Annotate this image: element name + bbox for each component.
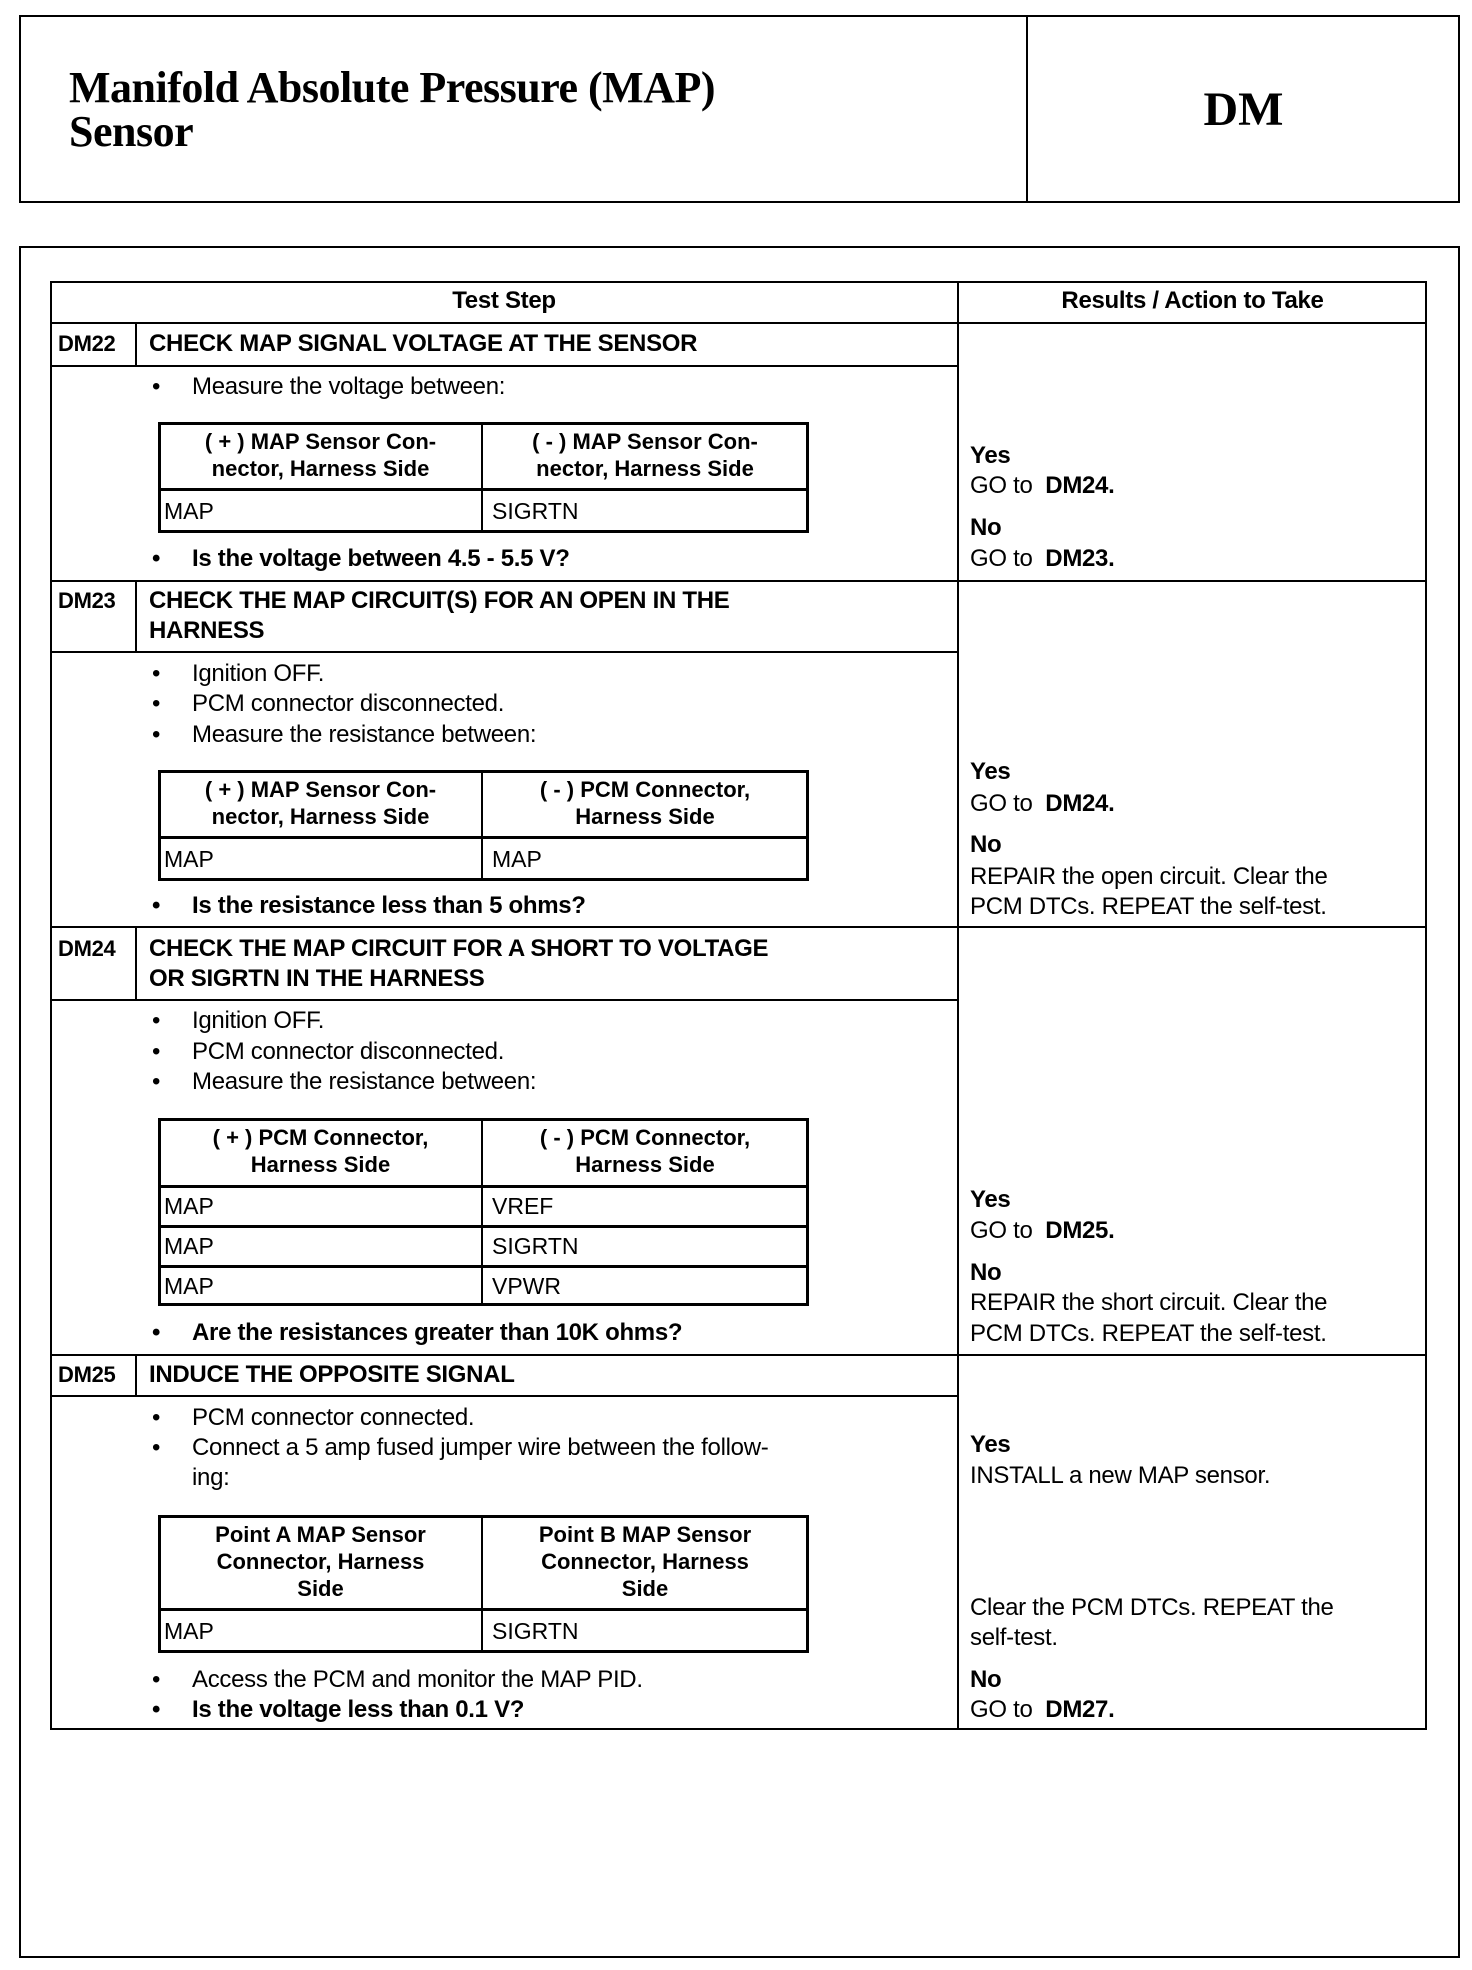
result-note: self-test. <box>970 1624 1058 1651</box>
inner-header-cell <box>160 1124 481 1178</box>
step-title: CHECK THE MAP CIRCUIT(S) FOR AN OPEN IN THE <box>149 587 730 614</box>
page-title-line2: Sensor <box>69 107 194 156</box>
inner-cell: VPWR <box>492 1273 561 1299</box>
step-title: CHECK MAP SIGNAL VOLTAGE AT THE SENSOR <box>149 330 698 357</box>
inner-cell: MAP <box>164 498 214 524</box>
step-title: CHECK THE MAP CIRCUIT FOR A SHORT TO VOLTAGE <box>149 935 769 962</box>
inner-cell: MAP <box>164 1618 214 1644</box>
header-row-divider <box>50 322 1427 324</box>
header-line: Side <box>621 1576 669 1601</box>
step-bullet: • Connect a 5 amp fused jumper wire between the follow- <box>192 1433 768 1463</box>
header-line: Harness Side <box>575 1152 715 1177</box>
result-no: No <box>970 1259 1002 1286</box>
result-no-action: REPAIR the short circuit. Clear the <box>970 1289 1328 1316</box>
header-line: nector, Harness Side <box>211 804 430 829</box>
results-column-divider <box>957 281 959 1730</box>
inner-header-divider <box>158 1608 809 1611</box>
section-divider <box>50 1354 1427 1356</box>
inner-header-divider <box>158 836 809 839</box>
inner-cell: SIGRTN <box>492 498 579 524</box>
step-title: OR SIGRTN IN THE HARNESS <box>149 965 485 992</box>
inner-row-divider <box>158 1265 809 1268</box>
page-title-line1: Manifold Absolute Pressure (MAP) <box>69 63 715 112</box>
step-title: INDUCE THE OPPOSITE SIGNAL <box>149 1361 515 1388</box>
result-no: No <box>970 831 1002 858</box>
step-id-divider <box>135 580 137 651</box>
step-id: DM23 <box>58 588 116 613</box>
header-line: Connector, Harness <box>541 1549 749 1574</box>
section-divider <box>50 926 1427 928</box>
title-row-divider <box>50 999 958 1001</box>
step-question: • Are the resistances greater than 10K ohms? <box>192 1318 682 1348</box>
inner-cell: SIGRTN <box>492 1233 579 1259</box>
column-header-results: Results / Action to Take <box>1061 287 1324 314</box>
title-row-divider <box>50 1395 958 1397</box>
action-text: GO to <box>970 1217 1033 1244</box>
step-id-divider <box>135 1354 137 1395</box>
header-line: ( + ) MAP Sensor Con- <box>204 777 437 802</box>
header-line: ( + ) PCM Connector, <box>212 1125 429 1150</box>
result-yes-action <box>970 789 1114 819</box>
column-header-test-step: Test Step <box>452 287 556 314</box>
result-no: No <box>970 1666 1002 1693</box>
result-no: No <box>970 514 1002 541</box>
action-text: GO to <box>970 472 1033 499</box>
header-line: Point B MAP Sensor <box>538 1522 752 1547</box>
inner-header-cell <box>483 1124 807 1178</box>
inner-cell: MAP <box>164 1193 214 1219</box>
header-line: ( - ) PCM Connector, <box>539 1125 751 1150</box>
step-question: • Is the voltage less than 0.1 V? <box>192 1695 524 1725</box>
action-text: GO to <box>970 1696 1033 1723</box>
inner-cell: SIGRTN <box>492 1618 579 1644</box>
result-no-action: REPAIR the open circuit. Clear the <box>970 863 1328 890</box>
step-id-divider <box>135 323 137 365</box>
step-question: • Is the resistance less than 5 ohms? <box>192 891 586 921</box>
header-line: nector, Harness Side <box>536 456 754 481</box>
result-yes-action <box>970 1216 1114 1246</box>
goto-link[interactable]: DM27. <box>1045 1696 1115 1723</box>
inner-header-cell <box>483 428 807 482</box>
section-code: DM <box>1203 83 1284 136</box>
header-line: nector, Harness Side <box>211 456 430 481</box>
step-bullet: • PCM connector disconnected. <box>192 689 504 719</box>
goto-link[interactable]: DM25. <box>1045 1217 1115 1244</box>
goto-link[interactable]: DM24. <box>1045 790 1115 817</box>
step-bullet: • Access the PCM and monitor the MAP PID. <box>192 1665 643 1695</box>
inner-row-divider <box>158 1225 809 1228</box>
header-line: Side <box>297 1576 344 1601</box>
step-bullet: • Measure the resistance between: <box>192 1067 536 1097</box>
result-yes: Yes <box>970 758 1011 785</box>
step-bullet: • PCM connector connected. <box>192 1403 474 1433</box>
inner-cell: MAP <box>164 846 214 872</box>
action-text: GO to <box>970 545 1033 572</box>
header-line: Point A MAP Sensor <box>215 1522 426 1547</box>
step-bullet: • Measure the voltage between: <box>192 372 505 402</box>
section-divider <box>50 580 1427 582</box>
header-line: Harness Side <box>575 804 715 829</box>
step-id: DM25 <box>58 1362 116 1387</box>
result-no-action <box>970 1695 1114 1725</box>
inner-header-divider <box>158 1185 809 1188</box>
inner-header-divider <box>158 488 809 491</box>
inner-cell: MAP <box>164 1273 214 1299</box>
result-yes: Yes <box>970 442 1011 469</box>
result-yes: Yes <box>970 1186 1011 1213</box>
step-question: • Is the voltage between 4.5 - 5.5 V? <box>192 544 570 574</box>
title-row-divider <box>50 365 958 367</box>
result-yes-action <box>970 471 1114 501</box>
header-line: Connector, Harness <box>216 1549 425 1574</box>
result-no-action: PCM DTCs. REPEAT the self-test. <box>970 1320 1327 1347</box>
step-bullet: • Measure the resistance between: <box>192 720 536 750</box>
header-line: ( + ) MAP Sensor Con- <box>204 429 437 454</box>
goto-link[interactable]: DM24. <box>1045 472 1115 499</box>
action-text: GO to <box>970 790 1033 817</box>
inner-cell: MAP <box>492 846 542 872</box>
header-line: ( - ) MAP Sensor Con- <box>532 429 758 454</box>
goto-link[interactable]: DM23. <box>1045 545 1115 572</box>
result-yes: Yes <box>970 1431 1011 1458</box>
step-bullet-continuation: ing: <box>192 1464 230 1491</box>
inner-header-cell <box>483 1521 807 1602</box>
inner-header-cell <box>160 428 481 482</box>
header-line: Harness Side <box>250 1152 391 1177</box>
header-line: ( - ) PCM Connector, <box>539 777 751 802</box>
step-bullet: • Ignition OFF. <box>192 659 324 689</box>
inner-cell: MAP <box>164 1233 214 1259</box>
title-row-divider <box>50 651 958 653</box>
inner-header-cell <box>160 1521 481 1602</box>
result-yes-action: INSTALL a new MAP sensor. <box>970 1462 1271 1489</box>
step-bullet: • Ignition OFF. <box>192 1006 324 1036</box>
step-id: DM22 <box>58 331 116 356</box>
step-title: HARNESS <box>149 617 265 644</box>
step-bullet: • PCM connector disconnected. <box>192 1037 504 1067</box>
result-no-action <box>970 544 1114 574</box>
result-no-action: PCM DTCs. REPEAT the self-test. <box>970 893 1327 920</box>
inner-header-cell <box>483 776 807 830</box>
result-note: Clear the PCM DTCs. REPEAT the <box>970 1594 1334 1621</box>
inner-header-cell <box>160 776 481 830</box>
step-id-divider <box>135 926 137 999</box>
inner-cell: VREF <box>492 1193 554 1219</box>
step-id: DM24 <box>58 936 116 961</box>
